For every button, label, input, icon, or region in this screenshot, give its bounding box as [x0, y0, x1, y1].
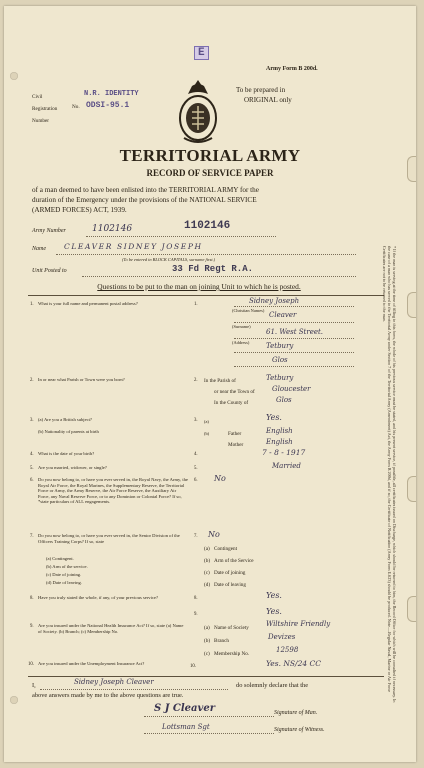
dotted-line	[82, 276, 356, 277]
question-text: Do you now belong to, or have you ever served in, the Senior Division of the Officers Training Corps? If so, state	[38, 533, 180, 544]
unit-value: 33 Fd Regt R.A.	[172, 264, 254, 274]
question-text: What is the date of your birth?	[38, 451, 95, 456]
answer-label: Name of Society	[214, 625, 249, 631]
form-number: Army Form B 200d.	[266, 66, 318, 72]
question-text: Are you married, widower, or single?	[38, 465, 107, 470]
question-text: (a) Are you a British subject?	[38, 417, 92, 422]
question-text: Do you now belong to, or have you ever served in, the Royal Navy, the Army, the Royal Air Force, the Royal Marines, the Supplementary Reserve, the Territorial Force or Army, the Army Reserve, the Air Force Reserve, the Auxiliary Air Force, any Naval Reserve Force, or to any Dominion or Colonial Force? If so, *state particulars of ALL engagements.	[38, 477, 188, 505]
dotted-line	[234, 306, 354, 307]
dotted-line	[234, 322, 354, 323]
intro-line: (ARMED FORCES) ACT, 1939.	[32, 206, 127, 214]
service-record-form	[4, 6, 416, 762]
question-number: 8.	[30, 596, 34, 601]
answer-address: 61. West Street.	[266, 328, 324, 336]
question-text: (b) Arm of the service.	[46, 564, 88, 569]
royal-crest-icon	[168, 76, 228, 148]
answer-label: (Address)	[232, 340, 250, 345]
answer-label: (a)	[204, 625, 210, 631]
signature-label: Signature of Witness.	[274, 727, 325, 733]
dotted-line	[40, 689, 228, 690]
answer-christian-names: Sidney Joseph	[249, 297, 300, 305]
answer-label: (b)	[204, 558, 211, 564]
tab-notch	[407, 596, 416, 622]
signature-label: Signature of Man.	[274, 710, 318, 716]
answer-british-subject: Yes.	[266, 413, 282, 422]
answer-society: Wiltshire Friendly	[266, 620, 331, 628]
answer-insured: Yes.	[266, 607, 282, 616]
punch-hole	[10, 72, 18, 80]
answer-label: Father	[228, 431, 242, 437]
side-note: * If the man is serving at the time of filling in this form, the whole of his previous service must be stated, and his present service, if possible, all certificates issued on Discharge, which should be returned to him, the Record Office for which will be consulted if necessary. In the case of a man who has served in the Territorial Army under Section 7 of the Territorial Army (Amendment) Act, the Army Form B 200d, and if so, the Certificate of Notification (Army Form E.623) should be produced. Note.—Regular Naval, Marine or Air Force Certificates are not to be returned to the man.	[381, 246, 397, 703]
question-text: (c) Date of joining.	[46, 572, 82, 577]
answer-number: 9.	[194, 612, 198, 617]
answer-label: Arm of the Service	[214, 558, 254, 564]
answer-label: or near the Town of	[214, 389, 255, 395]
identity-number: ODSI-95.1	[86, 101, 130, 110]
question-number: 5.	[30, 466, 34, 471]
answer-number: 8.	[194, 596, 198, 601]
answer-number: 6.	[194, 478, 198, 483]
tab-notch	[407, 476, 416, 502]
answer-label: (Surname)	[232, 324, 251, 329]
name-label: Name	[32, 246, 46, 252]
tab-notch	[407, 292, 416, 318]
question-text: In or near what Parish or Town were you born?	[38, 377, 125, 382]
answer-label: In the County of	[214, 400, 249, 406]
dotted-line	[234, 352, 354, 353]
man-signature: S J Cleaver	[154, 703, 215, 714]
army-number-stamp: 1102146	[184, 220, 231, 232]
dotted-line	[86, 236, 276, 237]
intro-line: of a man deemed to have been enlisted into the TERRITORIAL ARMY for the	[32, 186, 259, 194]
army-number-hand: 1102146	[92, 224, 133, 234]
declaration-label: I,	[32, 682, 36, 689]
answer-surname: Cleaver	[269, 311, 297, 319]
answer-branch: Devizes	[268, 633, 296, 641]
answer-number: 1.	[194, 302, 198, 307]
answer-father: English	[266, 427, 293, 435]
answer-number: 7.	[194, 534, 198, 539]
answer-marital: Married	[272, 462, 301, 470]
question-text: What is your full name and permanent postal address?	[38, 301, 138, 306]
dotted-line	[234, 338, 354, 339]
question-text: (b) Nationality of parents at birth	[38, 429, 99, 434]
answer-label: In the Parish of	[204, 378, 236, 384]
question-text: Have you truly stated the whole, if any, of your previous service?	[38, 595, 158, 600]
answer-label: Date of joining	[214, 570, 246, 576]
answer-parish: Tetbury	[266, 374, 294, 382]
answer-otc: No	[208, 530, 220, 539]
answer-birth-date: 7 - 8 - 1917	[262, 448, 306, 457]
question-number: 7.	[30, 534, 34, 539]
answer-number: 4.	[194, 452, 198, 457]
question-number: 9.	[30, 624, 34, 629]
civil-label: Number	[32, 118, 49, 124]
answer-label: Date of leaving	[214, 582, 246, 588]
question-number: 3.	[30, 418, 34, 423]
divider	[28, 676, 384, 677]
question-number: 1.	[30, 302, 34, 307]
question-text: Are you insured under the National Health Insurance Act? If so, state (a) Name of Society. (b) Branch; (c) Membership No.	[38, 623, 184, 634]
declaration-name: Sidney Joseph Cleaver	[74, 678, 154, 686]
dotted-line	[144, 733, 274, 734]
answer-truly-stated: Yes.	[266, 591, 282, 600]
form-subtitle: RECORD OF SERVICE PAPER	[146, 168, 274, 178]
question-text: Are you insured under the Unemployment Insurance Act?	[38, 661, 145, 666]
question-number: 4.	[30, 452, 34, 457]
answer-label: (b)	[204, 431, 210, 436]
civil-label: Registration	[32, 106, 58, 112]
answer-number: 2.	[194, 378, 198, 383]
answer-mother: English	[266, 438, 293, 446]
questions-heading: Questions to be put to the man on joining Unit to which he is posted.	[97, 282, 301, 291]
answer-label: Branch	[214, 638, 229, 644]
dotted-line	[56, 254, 356, 255]
answer-label: (c)	[204, 651, 210, 657]
declaration-text: do solemnly declare that the	[236, 682, 309, 689]
answer-label: Mother	[228, 442, 244, 448]
question-number: 10.	[28, 662, 34, 667]
civil-label: Civil	[32, 94, 43, 100]
name-value: CLEAVER SIDNEY JOSEPH	[64, 242, 203, 251]
answer-county: Glos	[276, 396, 292, 404]
answer-label: (a)	[204, 546, 210, 552]
identity-line: N.R. IDENTITY	[84, 90, 139, 98]
answer-address: Glos	[272, 356, 288, 364]
answer-previous-service: No	[214, 474, 226, 483]
dotted-line	[144, 716, 274, 717]
answer-label: Membership No.	[214, 651, 250, 657]
dotted-line	[234, 366, 354, 367]
answer-membership: 12598	[276, 646, 299, 654]
question-text: (a) Contingent.	[46, 556, 74, 561]
divider	[28, 295, 384, 296]
question-number: 2.	[30, 378, 34, 383]
answer-label: (c)	[204, 570, 210, 576]
answer-number: 5.	[194, 466, 198, 471]
unit-label: Unit Posted to	[32, 268, 67, 274]
witness-signature: Lottsman Sgt	[162, 723, 210, 731]
prepared-note: ORIGINAL only	[244, 96, 292, 104]
stamp-letter: E	[194, 46, 209, 60]
answer-number: 3.	[194, 418, 198, 423]
answer-label: (d)	[204, 582, 211, 588]
declaration-text: above answers made by me to the above questions are true.	[32, 692, 184, 699]
answer-address: Tetbury	[266, 342, 294, 350]
answer-label: Contingent	[214, 546, 238, 552]
question-number: 6.	[30, 478, 34, 483]
answer-label: (a)	[204, 419, 209, 424]
answer-unemployment: Yes. NS/24 CC	[266, 659, 321, 668]
answer-label: (Christian Names)	[232, 308, 265, 313]
intro-line: duration of the Emergency under the provisions of the NATIONAL SERVICE	[32, 196, 257, 204]
answer-town: Gloucester	[272, 385, 311, 393]
answer-label: (b)	[204, 638, 211, 644]
name-note: (To be entered in BLOCK CAPITALS, surname first.)	[122, 257, 216, 262]
answer-number: 10.	[190, 664, 196, 669]
prepared-note: To be prepared in	[236, 86, 286, 94]
question-text: (d) Date of leaving.	[46, 580, 82, 585]
form-title: TERRITORIAL ARMY	[119, 146, 301, 165]
punch-hole	[10, 696, 18, 704]
army-number-label: Army Number	[32, 228, 66, 234]
identity-no-label: No.	[72, 104, 80, 110]
